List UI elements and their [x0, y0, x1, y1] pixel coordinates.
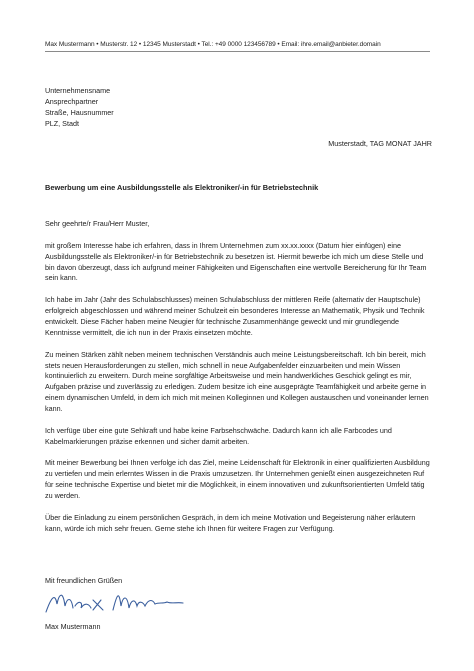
header-divider — [45, 51, 430, 52]
recipient-city: PLZ, Stadt — [45, 119, 79, 128]
subject-line: Bewerbung um eine Ausbildungsstelle als Elektroniker/-in für Betriebstechnik — [45, 183, 319, 192]
letter-body — [45, 219, 433, 546]
body-paragraph-motivation: Mit meiner Bewerbung bei Ihnen verfolge ich das Ziel, meine Leidenschaft für Elektronik in einer qualifizierten Ausbildung zu vertiefen und mein erlerntes Wissen in die Praxis umzusetzen. Ihr Unternehmen genießt einen ausgezeichneten Ruf für seine technische Expertise und bietet mir die Möglichkeit, in einem innovativen und zukunftsorientierten Umfeld tätig zu werden. — [45, 458, 430, 500]
salutation: Sehr geehrte/r Frau/Herr Muster, — [45, 219, 150, 228]
place-date: Musterstadt, TAG MONAT JAHR — [328, 139, 432, 148]
recipient-contact: Ansprechpartner — [45, 97, 99, 106]
signer-name: Max Mustermann — [45, 622, 101, 631]
body-paragraph-strengths: Zu meinen Stärken zählt neben meinem technischen Verständnis auch meine Leistungsbereitschaft. Ich bin bereit, mich stets neuen Herausforderungen zu stellen, mich schnell in neue Aufgabenfelder einzuarbeiten und mein Wissen kontinuierlich zu erweitern. Durch meine sorgfältige Arbeitsweise und mein handwerkliches Geschick gelingt es mir, Aufgaben präzise und zuverlässig zu erledigen. Zudem besitze ich eine ausgeprägte Teamfähigkeit und arbeite gerne in einem dynamischen Umfeld, in dem ich mich mit meinen Kolleginnen und Kollegen austauschen und voneinander lernen kann. — [45, 349, 429, 413]
recipient-address — [45, 85, 114, 129]
recipient-company: Unternehmensname — [45, 86, 111, 95]
body-paragraph-eyesight: Ich verfüge über eine gute Sehkraft und habe keine Farbsehschwäche. Dadurch kann ich alle Farbcodes und Kabelmarkierungen präzise erkennen und sicher damit arbeiten. — [45, 425, 392, 446]
body-paragraph-intro: mit großem Interesse habe ich erfahren, dass in Ihrem Unternehmen zum xx.xx.xxxx (Datum hier einfügen) eine Ausbildungsstelle als Elektroniker/-in für Betriebstechnik zu besetzen ist. Hiermit bewerbe ich mich um diese Stelle und bin davon überzeugt, dass ich aufgrund meiner Fähigkeiten und Eigenschaften eine wertvolle Bereicherung für Ihr Team sein kann. — [45, 240, 427, 283]
sender-line: Max Mustermann • Musterstr. 12 • 12345 Musterstadt • Tel.: +49 0000 123456789 • Email: ihre.email@anbieter.domain — [45, 41, 381, 48]
body-paragraph-education: Ich habe im Jahr (Jahr des Schulabschlusses) meinen Schulabschluss der mittleren Reife (alternativ der Hauptschule) erfolgreich abgeschlossen und während meiner Schulzeit ein besonderes Interesse an Mathematik, Physik und Technik entwickelt. Diese Fächer haben meine Neugier für technische Zusammenhänge geweckt und mir grundlegende Kenntnisse vermittelt, die ich nun in der Praxis einsetzen möchte. — [45, 295, 425, 337]
handwritten-signature — [43, 586, 193, 618]
body-paragraph-closing: Über die Einladung zu einem persönlichen Gespräch, in dem ich meine Motivation und Begeisterung näher erläutern kann, würde ich mich sehr freuen. Gerne stehe ich Ihnen für weitere Fragen zur Verfügung. — [45, 512, 416, 533]
closing-phrase: Mit freundlichen Grüßen — [45, 576, 123, 585]
recipient-street: Straße, Hausnummer — [45, 108, 114, 117]
